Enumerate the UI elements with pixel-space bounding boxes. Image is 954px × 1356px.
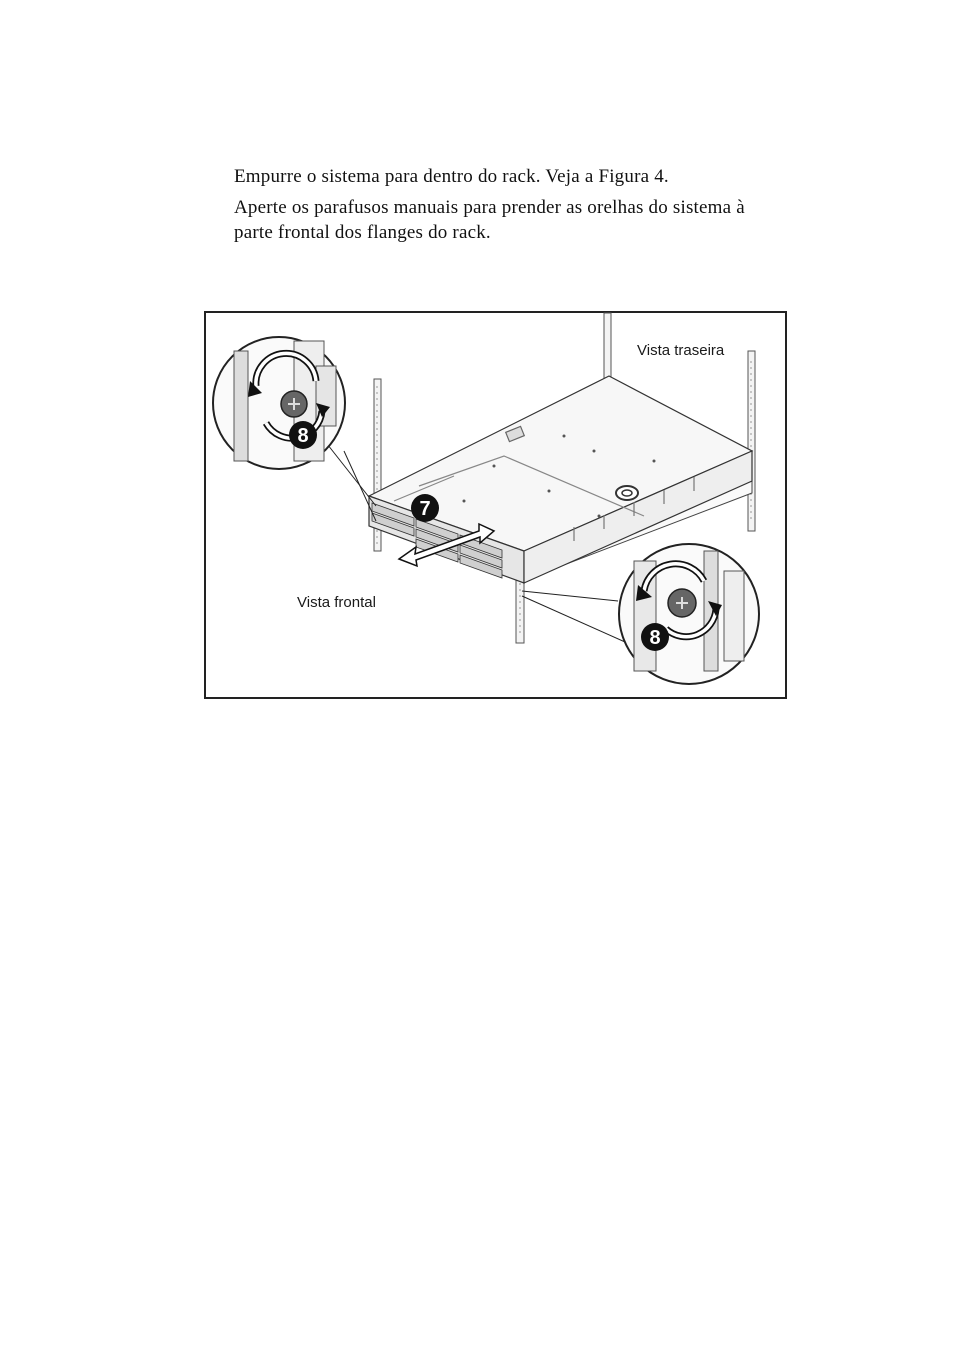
- callout-8-right-badge: [641, 623, 669, 651]
- instruction-step-8-line-1: Aperte os parafusos manuais para prender as orelhas do sistema à: [234, 197, 745, 218]
- callout-7-number: 7: [419, 498, 431, 520]
- instruction-step-8-line-2: parte frontal dos flanges do rack.: [234, 222, 491, 243]
- callout-8-left-badge: [289, 421, 317, 449]
- rack-installation-figure: [204, 311, 787, 699]
- instruction-step-8: [234, 195, 745, 245]
- rear-rack-post-right: [748, 351, 755, 531]
- callout-7-badge: [411, 494, 439, 522]
- callout-8-right-number: 8: [649, 627, 661, 649]
- callout-8-left-number: 8: [297, 425, 309, 447]
- instruction-step-7: Empurre o sistema para dentro do rack. Veja a Figura 4.: [234, 166, 669, 187]
- front-view-label: Vista frontal: [297, 594, 376, 611]
- rear-view-label: Vista traseira: [637, 342, 725, 359]
